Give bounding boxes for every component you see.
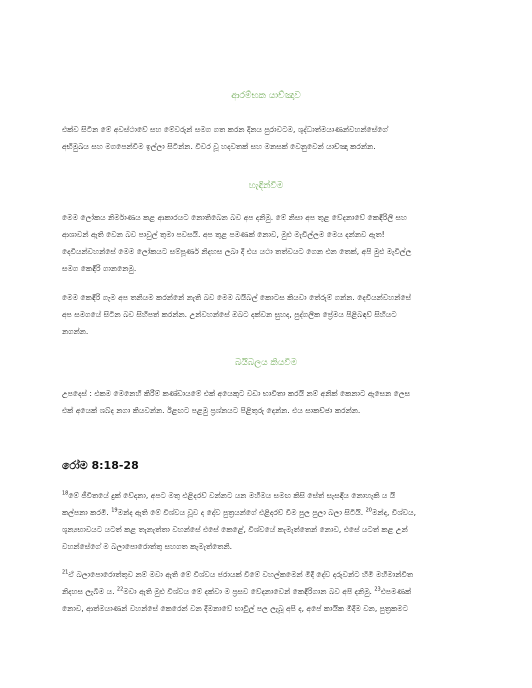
verse-number: 19	[111, 507, 118, 514]
paragraph-line: එක් අයෙක් ශබ්ද නගා කියවන්න. ඊළඟට පළමු ප්‍රශ්නයට පිළිතුරු දෙන්න. එය සාකච්ඡා කරන්න.	[62, 406, 361, 415]
verse-number: 21	[62, 569, 69, 576]
introduction-paragraph-2	[62, 289, 472, 340]
paragraph-line: අභිමුඛය සහ මගපෙන්වීම ඉල්ලා සිටින්න. විවර වූ හදවතක් සහ මනසක් වෙනුවෙන් යාච්ඤා කරන්න.	[62, 142, 376, 151]
scripture-reference: රෝම 8:18-28	[62, 459, 139, 472]
section-heading-introduction: හැඳින්වීම	[248, 181, 284, 191]
verse-text: මන්ද ඇති මේ විශ්වය වූව ද දේව පුත්‍රයන්ගේ එළිදරව් වීම පුල පුලා බලා සිටියි.	[117, 508, 366, 517]
paragraph-line: අප සමගයේ සිටින බව සිහිපත් කරන්න. උන්වහන්සේ ඔබට දක්වන සුහද, පුද්ගලික ප්‍රේමය පිළිබඳව් සිහියට	[62, 310, 397, 319]
introduction-paragraph-1	[62, 209, 472, 277]
paragraph-line	[62, 504, 472, 521]
paragraph-line	[62, 566, 472, 583]
verse-text: එපමණක්	[380, 587, 412, 596]
paragraph-line	[62, 487, 472, 504]
section-heading-bible-reading: බයිබලය කියවීම	[234, 358, 298, 368]
verse-number: 18	[62, 490, 69, 497]
paragraph-line: ආශාවන් ඇති වෙන බව පාවුල් තුමා පවසයි. අප තුළ පමණක් නොව, මුළු මැවිල්ලම මෙය දන්නව ඇත!	[62, 230, 385, 239]
scripture-paragraph-2	[62, 566, 472, 617]
paragraph-line: නගන්න.	[62, 327, 89, 336]
verse-number: 23	[374, 586, 381, 593]
verse-text: මන්ද, විශ්වය,	[371, 508, 417, 517]
verse-number: 22	[116, 586, 124, 593]
scripture-paragraph-1	[62, 487, 472, 555]
paragraph-line: ශුන්‍යභාවයට යටත් කළ තැනැත්තා වහන්සේ එසේ කෙළේ, විශ්වයේ කැමැත්තෙන් නොව, එසේ යටත් කළ උන්	[62, 525, 408, 534]
paragraph-line: සමග කෙඳිරි ගානනෙමු.	[62, 264, 137, 273]
paragraph-line: දෙවියන්වහන්සේ මෙම ලෝකයට සම්පූර්ණ නිදහස ලබා දී එය යථා තත්වයට ගෙන එන තෙක්, අපි මුළු මැවිල්ල	[62, 247, 412, 256]
section-heading-opening-prayer: ආරම්භක යාච්ඤාව	[231, 91, 301, 101]
paragraph-line: එක්ව සිටින මේ අවස්ථාවේ සහ මේවරුන් සමග ගත කරන දිනය පුරාවටම, ශුද්ධාත්මයාණන්වහන්සේගේ	[62, 125, 388, 134]
verse-number: 20	[365, 507, 372, 514]
paragraph-line: වහන්සේගේ ම බලාපොරොත්තු සහගත කැමැත්තෙනි.	[62, 542, 233, 551]
paragraph-line: මෙම ලෝකය නිර්මාණය කළ ආකාරයට නොතිබෙන බව අප දනිමු. මේ නිසා අප තුළ වේදනාවේ කෙඳිරිලි සහ	[62, 213, 407, 222]
verse-text: මේ ජීවිතයේ දුක් වේදනා, අපට මතු එළිදරව් වන්නට යන මහිමය සමඟ කිසි සේත් සැසඳිය නොහැකි ය යි	[68, 491, 396, 500]
bible-reading-instructions	[62, 385, 472, 419]
verse-text: නිදහස ලැබීම ය.	[62, 587, 117, 596]
paragraph-line: උපදෙස් : එකම මෙනෙහි කිරීම් කණ්ඩායමේ එක් අයෙකුට වඩා භාවිතා කරයි නම් අනික් කෙනාට ඇසෙන ලෙස	[62, 389, 411, 398]
verse-text: කල්පනා කරමි.	[62, 508, 112, 517]
paragraph-line	[62, 583, 472, 600]
opening-prayer-paragraph	[62, 121, 472, 155]
verse-text: මවා ඇති මුළු විශ්වය මේ දක්වා ම ප්‍රසව වේදනාවෙන් කෙඳිරිගාන බව අපි දනිමු.	[123, 587, 375, 596]
verse-text: ඒ බලාපොරොත්තුව නම් මවා ඇති මේ විශ්වය ජරායක් වීමේ වහල්කමෙන් මිදී දේව දරුවන්ට හිමි මහිමාන්විත	[68, 570, 414, 579]
paragraph-line: නොව, ආත්මයාණන් වහන්සේ කෙරෙන් වන දීමනාවේ භාවිුල් පල ලැබූ අපි ද, අපේ කායික මිදීම වන, පුත්‍රකමට	[62, 604, 409, 613]
paragraph-line: මෙම කෙඳිරි ගෑම අප තනියම කරන්නේ නැති බව මෙම බයිබල් කොටස කියවා තේරුම් ගන්න. දෙවියන්වහන්සේ	[62, 293, 412, 302]
